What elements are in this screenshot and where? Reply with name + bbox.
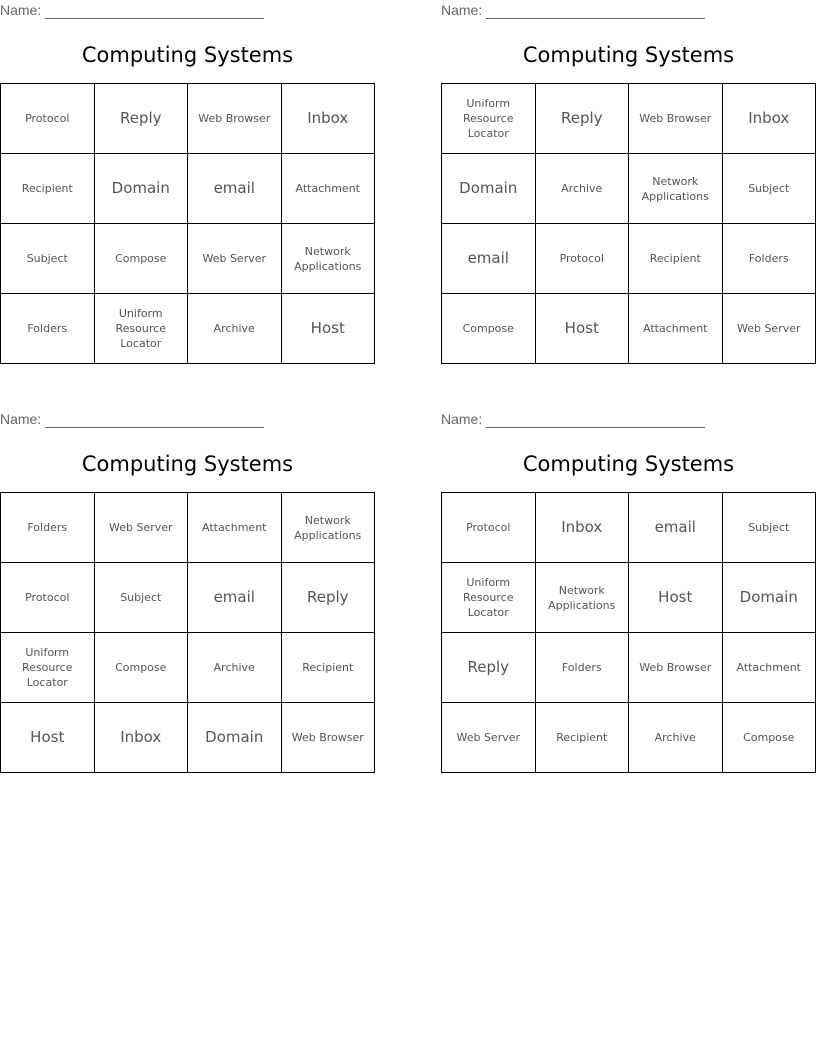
bingo-cell: Host xyxy=(629,563,723,633)
bingo-cell: Protocol xyxy=(1,563,95,633)
bingo-cell: Archive xyxy=(629,703,723,773)
bingo-cell: Web Browser xyxy=(282,703,376,773)
bingo-cell: email xyxy=(188,154,282,224)
bingo-cell: Web Server xyxy=(188,224,282,294)
name-label: Name: xyxy=(0,2,42,18)
bingo-cell: Inbox xyxy=(95,703,189,773)
bingo-cell: Subject xyxy=(723,154,816,224)
name-line xyxy=(0,411,264,429)
bingo-cell: Network Applications xyxy=(629,154,723,224)
bingo-cell: Folders xyxy=(1,493,95,563)
bingo-cell: Subject xyxy=(1,224,95,294)
bingo-cell: Domain xyxy=(188,703,282,773)
bingo-cell: email xyxy=(629,493,723,563)
bingo-cell: Folders xyxy=(1,294,95,364)
bingo-cell: Network Applications xyxy=(536,563,630,633)
bingo-cell: Protocol xyxy=(1,84,95,154)
bingo-cell: Archive xyxy=(188,633,282,703)
bingo-cell: Recipient xyxy=(1,154,95,224)
card-title: Computing Systems xyxy=(81,43,294,67)
bingo-cell: Uniform Resource Locator xyxy=(442,563,536,633)
bingo-cell: Domain xyxy=(442,154,536,224)
name-label: Name: xyxy=(441,411,483,427)
bingo-cell: Compose xyxy=(723,703,816,773)
name-blank xyxy=(486,427,705,428)
bingo-cell: Uniform Resource Locator xyxy=(442,84,536,154)
bingo-cell: Recipient xyxy=(536,703,630,773)
bingo-cell: Network Applications xyxy=(282,224,376,294)
bingo-cell: Reply xyxy=(95,84,189,154)
bingo-cell: Attachment xyxy=(188,493,282,563)
bingo-cell: Folders xyxy=(536,633,630,703)
bingo-cell: Compose xyxy=(442,294,536,364)
bingo-grid xyxy=(441,83,816,364)
bingo-cell: Attachment xyxy=(629,294,723,364)
bingo-cell: Protocol xyxy=(442,493,536,563)
bingo-cell: Domain xyxy=(95,154,189,224)
bingo-cell: email xyxy=(188,563,282,633)
bingo-cell: Inbox xyxy=(536,493,630,563)
bingo-cell: Web Browser xyxy=(188,84,282,154)
name-blank xyxy=(45,427,264,428)
bingo-grid xyxy=(0,83,375,364)
bingo-cell: Web Server xyxy=(95,493,189,563)
bingo-cell: Reply xyxy=(536,84,630,154)
bingo-grid xyxy=(441,492,816,773)
bingo-cell: Archive xyxy=(536,154,630,224)
bingo-cell: Uniform Resource Locator xyxy=(1,633,95,703)
bingo-cell: Inbox xyxy=(282,84,376,154)
bingo-cell: Compose xyxy=(95,633,189,703)
bingo-card xyxy=(0,409,375,781)
bingo-grid xyxy=(0,492,375,773)
bingo-cell: Web Browser xyxy=(629,633,723,703)
bingo-card xyxy=(0,0,375,372)
name-line xyxy=(441,2,705,20)
name-label: Name: xyxy=(441,2,483,18)
name-line xyxy=(0,2,264,20)
bingo-cell: Attachment xyxy=(282,154,376,224)
bingo-cell: Folders xyxy=(723,224,816,294)
bingo-card xyxy=(441,0,816,372)
name-line xyxy=(441,411,705,429)
bingo-cell: Recipient xyxy=(282,633,376,703)
bingo-cell: Host xyxy=(1,703,95,773)
bingo-cell: Inbox xyxy=(723,84,816,154)
bingo-cell: Recipient xyxy=(629,224,723,294)
bingo-cell: Web Server xyxy=(723,294,816,364)
bingo-cell: email xyxy=(442,224,536,294)
bingo-card xyxy=(441,409,816,781)
bingo-cell: Archive xyxy=(188,294,282,364)
bingo-cell: Reply xyxy=(442,633,536,703)
bingo-cell: Subject xyxy=(95,563,189,633)
name-blank xyxy=(486,18,705,19)
bingo-cell: Domain xyxy=(723,563,816,633)
card-title: Computing Systems xyxy=(522,43,735,67)
bingo-cell: Web Server xyxy=(442,703,536,773)
card-title: Computing Systems xyxy=(81,452,294,476)
card-title: Computing Systems xyxy=(522,452,735,476)
bingo-cell: Attachment xyxy=(723,633,816,703)
name-blank xyxy=(45,18,264,19)
bingo-cell: Compose xyxy=(95,224,189,294)
bingo-cell: Reply xyxy=(282,563,376,633)
bingo-cell: Host xyxy=(536,294,630,364)
name-label: Name: xyxy=(0,411,42,427)
bingo-cell: Subject xyxy=(723,493,816,563)
bingo-cell: Network Applications xyxy=(282,493,376,563)
bingo-cell: Uniform Resource Locator xyxy=(95,294,189,364)
bingo-cell: Web Browser xyxy=(629,84,723,154)
bingo-cell: Host xyxy=(282,294,376,364)
bingo-cell: Protocol xyxy=(536,224,630,294)
